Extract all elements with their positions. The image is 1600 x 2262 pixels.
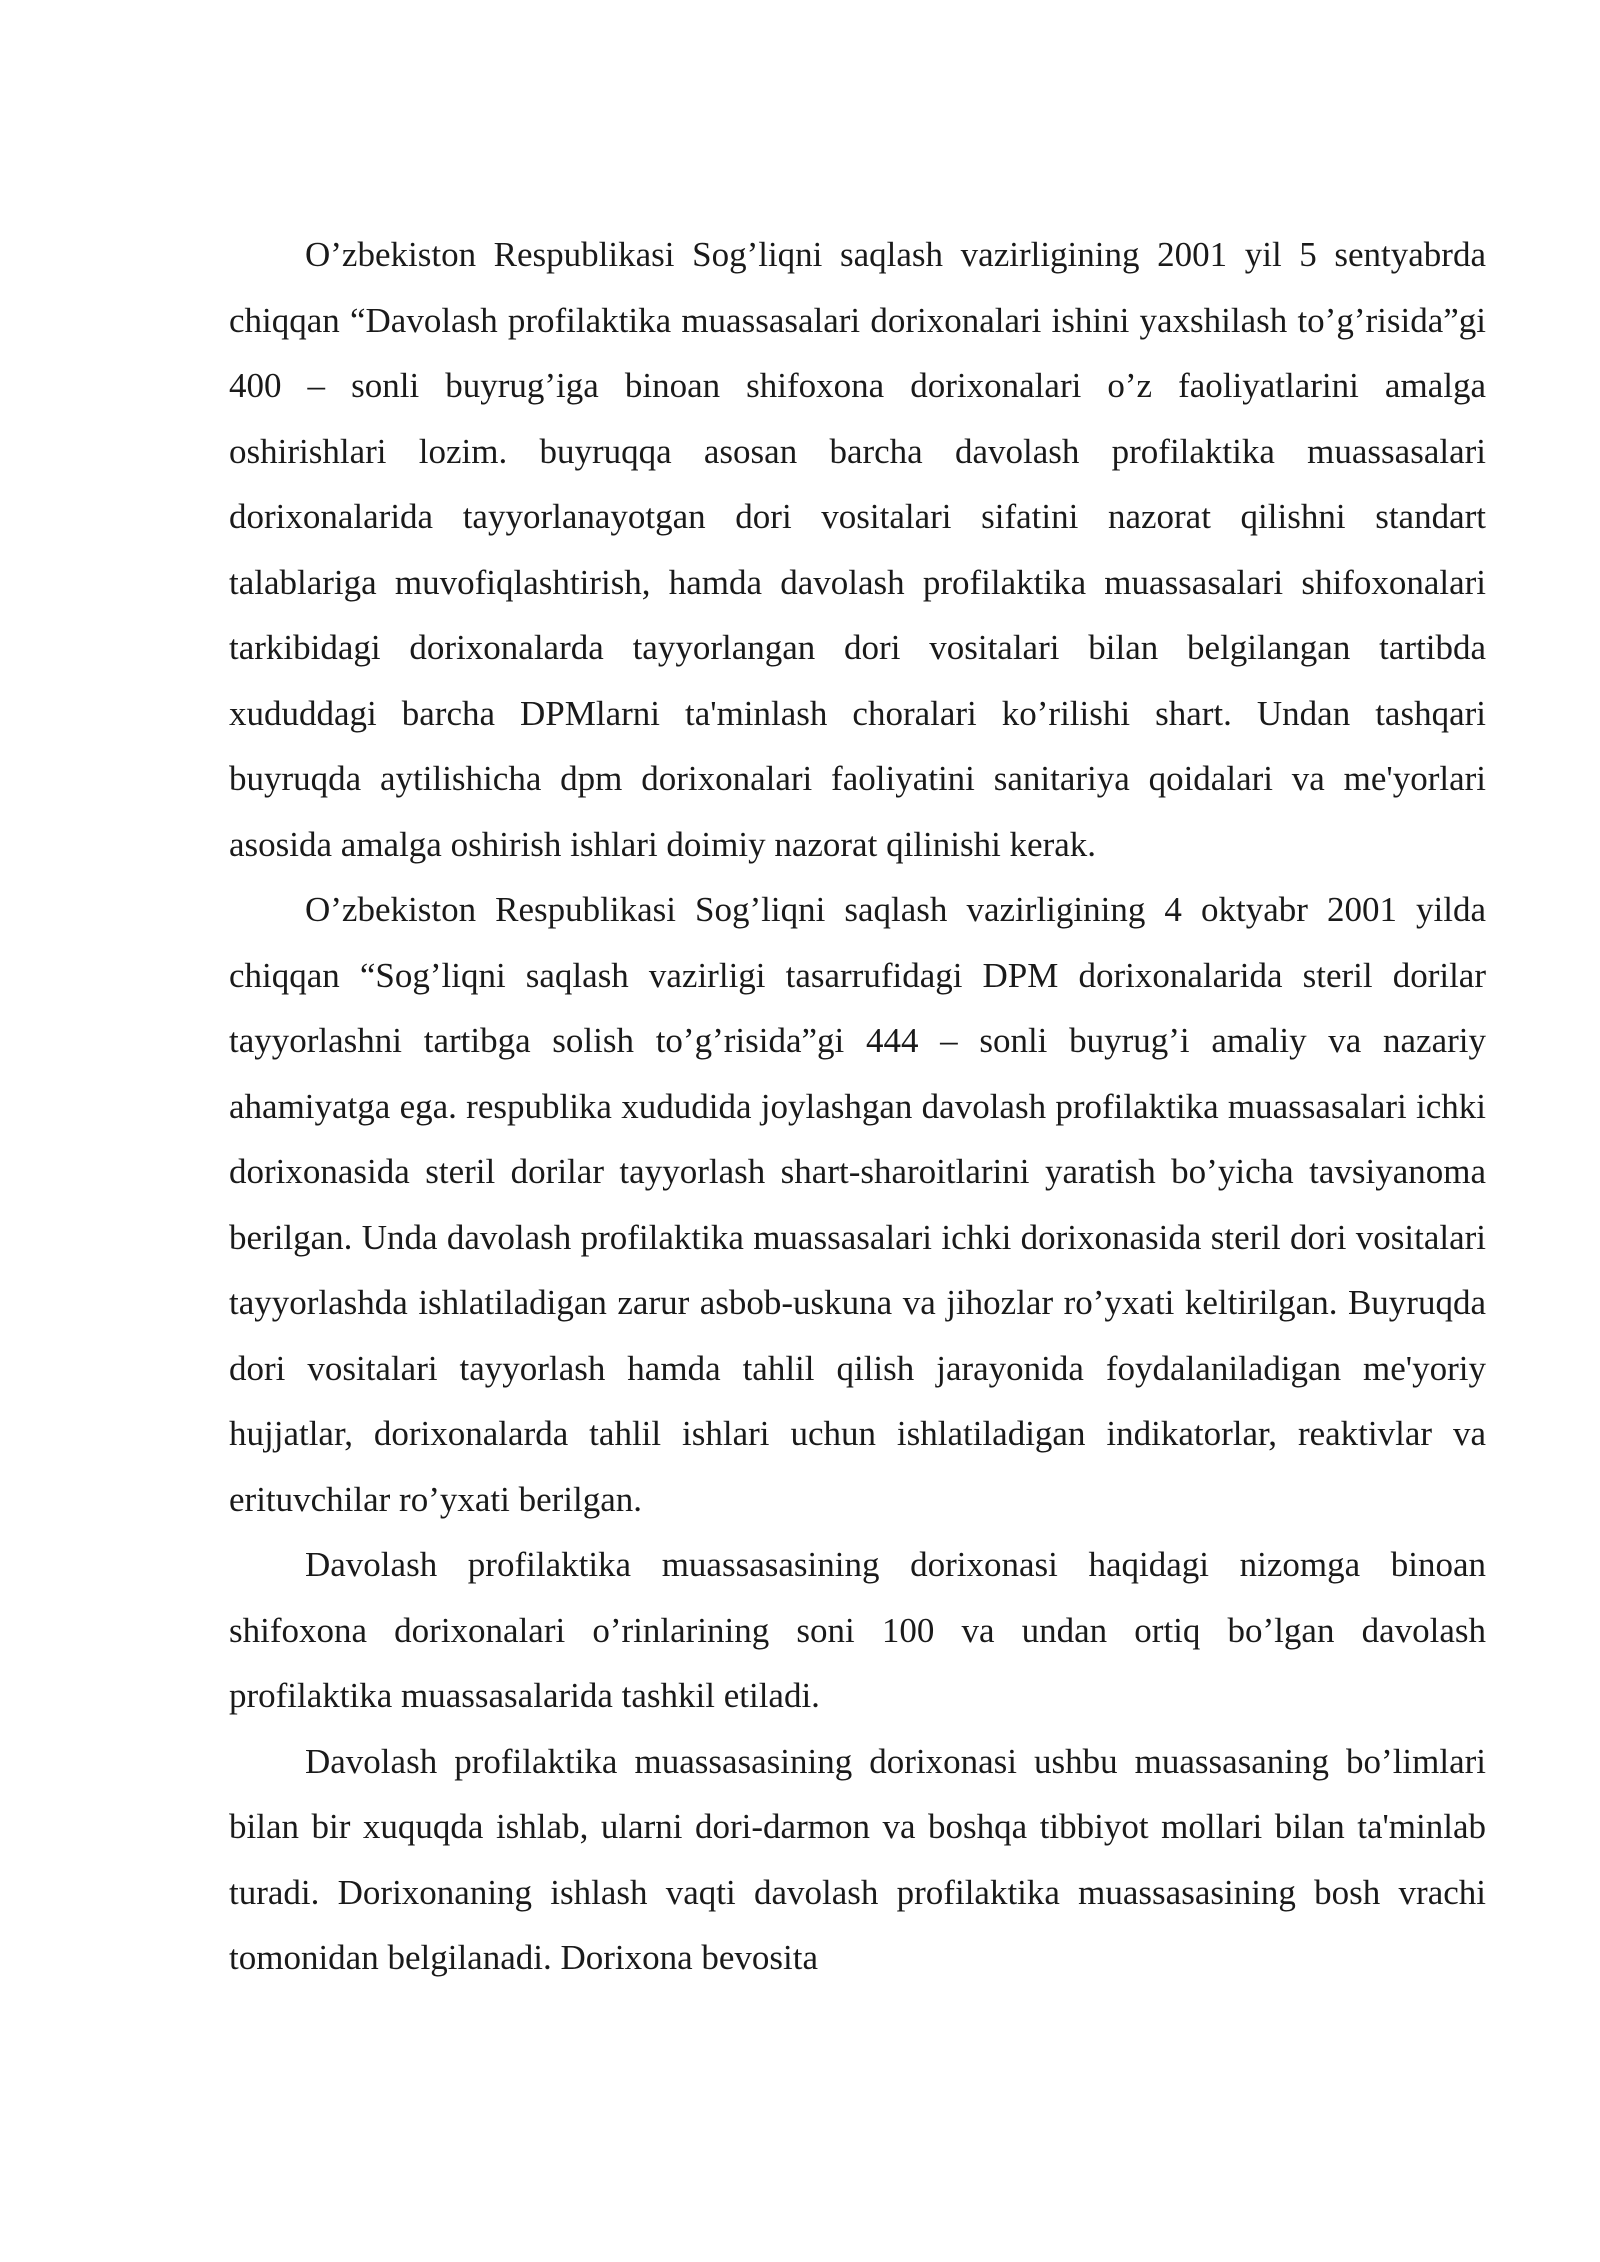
- paragraph-order-400: O’zbekiston Respublikasi Sog’liqni saqlash vazirligining 2001 yil 5 sentyabrda chiqqan “Davolash profilaktika muassasalari dorixonalari ishini yaxshilash to’g’risida”gi 400 – sonli buyrug’iga binoan shifoxona dorixonalari o’z faoliyatlarini amalga oshirishlari lozim. buyruqqa asosan barcha davolash profilaktika muassasalari dorixonalarida tayyorlanayotgan dori vositalari sifatini nazorat qilishni standart talablariga muvofiqlashtirish, hamda davolash profilaktika muassasalari shifoxonalari tarkibidagi dorixonalarda tayyorlangan dori vositalari bilan belgilangan tartibda xududdagi barcha DPMlarni ta'minlash choralari ko’rilishi shart. Undan tashqari buyruqda aytilishicha dpm dorixonalari faoliyatini sanitariya qoidalari va me'yorlari asosida amalga oshirish ishlari doimiy nazorat qilinishi kerak.: [229, 235, 1486, 864]
- document-page: [229, 222, 1486, 1991]
- paragraph-regulation: Davolash profilaktika muassasasining dorixonasi haqidagi nizomga binoan shifoxona dorixonalari o’rinlarining soni 100 va undan ortiq bo’lgan davolash profilaktika muassasalarida tashkil etiladi.: [229, 1545, 1486, 1715]
- paragraph-pharmacy-operation: Davolash profilaktika muassasasining dorixonasi ushbu muassasaning bo’limlari bilan bir xuquqda ishlab, ularni dori-darmon va boshqa tibbiyot mollari bilan ta'minlab turadi. Dorixonaning ishlash vaqti davolash profilaktika muassasasining bosh vrachi tomonidan belgilanadi. Dorixona bevosita: [229, 1741, 1486, 1977]
- paragraph-order-444: O’zbekiston Respublikasi Sog’liqni saqlash vazirligining 4 oktyabr 2001 yilda chiqqan “Sog’liqni saqlash vazirligi tasarrufidagi DPM dorixonalarida steril dorilar tayyorlashni tartibga solish to’g’risida”gi 444 – sonli buyrug’i amaliy va nazariy ahamiyatga ega. respublika xududida joylashgan davolash profilaktika muassasalari ichki dorixonasida steril dorilar tayyorlash shart-sharoitlarini yaratish bo’yicha tavsiyanoma berilgan. Unda davolash profilaktika muassasalari ichki dorixonasida steril dori vositalari tayyorlashda ishlatiladigan zarur asbob-uskuna va jihozlar ro’yxati keltirilgan. Buyruqda dori vositalari tayyorlash hamda tahlil qilish jarayonida foydalaniladigan me'yoriy hujjatlar, dorixonalarda tahlil ishlari uchun ishlatiladigan indikatorlar, reaktivlar va erituvchilar ro’yxati berilgan.: [229, 890, 1486, 1519]
